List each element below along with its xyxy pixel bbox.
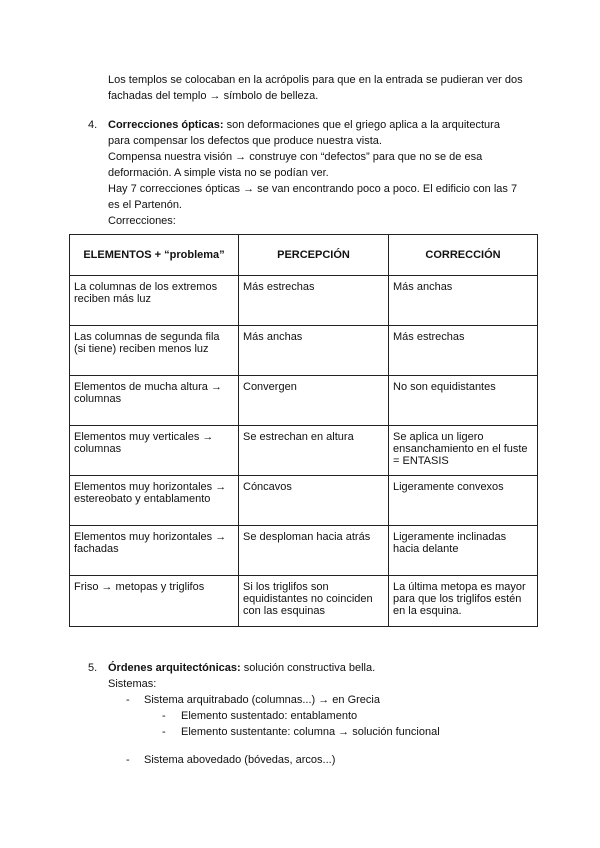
table-row xyxy=(70,526,538,576)
corrections-table xyxy=(69,234,538,627)
table-row xyxy=(70,576,538,627)
header-correccion: CORRECCIÓN xyxy=(389,235,538,276)
table-header-row xyxy=(70,235,538,276)
table-cell: Convergen xyxy=(239,376,389,426)
section-4-line-2: para compensar los defectos que produce nuestra vista. xyxy=(108,135,382,147)
section-5-number: 5. xyxy=(88,662,98,674)
header-percepcion: PERCEPCIÓN xyxy=(239,235,389,276)
table-row xyxy=(70,476,538,526)
table-cell: Si los triglifos son equidistantes no coinciden con las esquinas xyxy=(239,576,389,627)
table-cell: Elementos de mucha altura → columnas xyxy=(70,376,239,426)
intro-line-1: Los templos se colocaban en la acrópolis para que en la entrada se pudieran ver dos xyxy=(108,74,523,86)
table-cell: Se estrechan en altura xyxy=(239,426,389,476)
section-4-line-5: Hay 7 correcciones ópticas → se van encontrando poco a poco. El edificio con las 7 xyxy=(108,183,518,195)
list-bullet-dash: - xyxy=(162,726,166,738)
table-cell: Elementos muy horizontales → estereobato y entablamento xyxy=(70,476,239,526)
section-5-title-rest: solución constructiva bella. xyxy=(240,662,376,674)
list-item-abovedado: Sistema abovedado (bóvedas, arcos...) xyxy=(144,754,336,766)
list-bullet-dash: - xyxy=(126,694,130,706)
section-5-title: Órdenes arquitectónicas: xyxy=(108,662,241,674)
table-cell: La última metopa es mayor para que los triglifos estén en la esquina. xyxy=(389,576,538,627)
intro-line-2: fachadas del templo → símbolo de belleza. xyxy=(108,90,319,102)
list-bullet-dash: - xyxy=(162,710,166,722)
table-cell: Elementos muy verticales → columnas xyxy=(70,426,239,476)
table-cell: Elementos muy horizontales → fachadas xyxy=(70,526,239,576)
section-5-line-1 xyxy=(108,660,538,676)
table-cell: Más estrechas xyxy=(239,276,389,326)
section-4-paragraph xyxy=(108,117,538,229)
table-cell: Se aplica un ligero ensanchamiento en el fuste = ENTASIS xyxy=(389,426,538,476)
table-row xyxy=(70,376,538,426)
table-cell: Más anchas xyxy=(239,326,389,376)
table-cell: No son equidistantes xyxy=(389,376,538,426)
table-cell: Las columnas de segunda fila (si tiene) reciben menos luz xyxy=(70,326,239,376)
list-item-arquitrabado: Sistema arquitrabado (columnas...) → en Grecia xyxy=(144,694,380,706)
table-cell: Se desploman hacia atrás xyxy=(239,526,389,576)
list-subitem-sustentante: Elemento sustentante: columna → solución funcional xyxy=(181,726,440,738)
table-row xyxy=(70,426,538,476)
table-cell: Ligeramente inclinadas hacia delante xyxy=(389,526,538,576)
section-5-paragraph xyxy=(108,660,538,692)
section-4-number: 4. xyxy=(88,119,98,131)
section-4-line-4: deformación. A simple vista no se podían ver. xyxy=(108,167,329,179)
table-cell: La columnas de los extremos reciben más luz xyxy=(70,276,239,326)
table-cell: Friso → metopas y triglifos xyxy=(70,576,239,627)
table-row xyxy=(70,326,538,376)
table-cell: Ligeramente convexos xyxy=(389,476,538,526)
section-4-line-1-rest: son deformaciones que el griego aplica a la arquitectura xyxy=(223,119,500,131)
section-4-title: Correcciones ópticas: xyxy=(108,119,224,131)
section-5-sistemas-label: Sistemas: xyxy=(108,678,157,690)
table-cell: Cóncavos xyxy=(239,476,389,526)
header-elementos: ELEMENTOS + “problema” xyxy=(70,235,239,276)
table-cell: Más estrechas xyxy=(389,326,538,376)
list-subitem-sustentado: Elemento sustentado: entablamento xyxy=(181,710,358,722)
section-4-line-3: Compensa nuestra visión → construye con “defectos” para que no se de esa xyxy=(108,151,483,163)
section-4-line-1 xyxy=(108,117,538,133)
section-4-line-6: es el Partenón. xyxy=(108,199,182,211)
table-row xyxy=(70,276,538,326)
list-bullet-dash: - xyxy=(126,754,130,766)
table-cell: Más anchas xyxy=(389,276,538,326)
intro-paragraph xyxy=(108,72,538,104)
section-4-line-7: Correcciones: xyxy=(108,215,176,227)
